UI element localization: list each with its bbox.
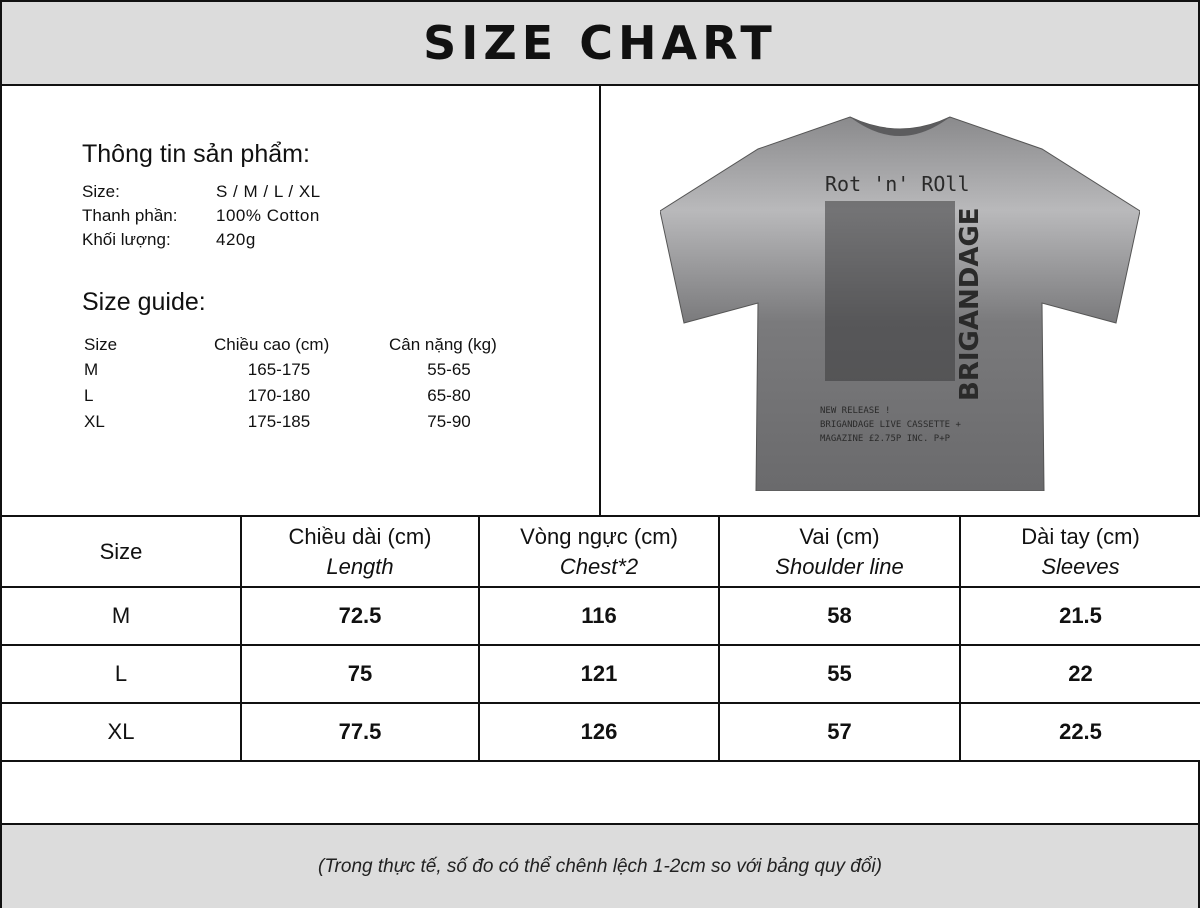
cell-sleeves: 22.5 bbox=[960, 703, 1200, 761]
cell-length: 77.5 bbox=[241, 703, 479, 761]
page-title: SIZE CHART bbox=[423, 16, 777, 70]
cell-shoulder: 58 bbox=[719, 587, 960, 645]
guide-header-height: Chiều cao (cm) bbox=[214, 335, 330, 354]
header-size-label: Size bbox=[99, 538, 143, 564]
header-chest-en: Chest*2 bbox=[559, 553, 639, 579]
table-row bbox=[1, 587, 1200, 645]
info-label: Khối lượng: bbox=[82, 230, 171, 249]
table-row bbox=[1, 645, 1200, 703]
header-sleeves bbox=[960, 516, 1200, 587]
guide-header-size: Size bbox=[84, 335, 118, 354]
header-band bbox=[0, 0, 1200, 86]
print-graphic bbox=[825, 201, 955, 381]
header-length-label: Chiều dài (cm) bbox=[288, 523, 432, 549]
header-shoulder-en: Shoulder line bbox=[775, 553, 904, 579]
cell-size: XL bbox=[1, 703, 241, 761]
cell-chest: 121 bbox=[479, 645, 719, 703]
header-shoulder bbox=[719, 516, 960, 587]
cell-length: 72.5 bbox=[241, 587, 479, 645]
cell-sleeves: 22 bbox=[960, 645, 1200, 703]
cell-chest: 116 bbox=[479, 587, 719, 645]
cell-size: M bbox=[1, 587, 241, 645]
info-label: Thanh phần: bbox=[82, 206, 178, 225]
print-text-brigandage: BRIGANDAGE bbox=[954, 207, 985, 401]
header-size bbox=[1, 516, 241, 587]
print-text-rock: Rot 'n' ROll bbox=[824, 172, 969, 196]
guide-height: 175-185 bbox=[247, 412, 311, 431]
print-text-release: NEW RELEASE ! bbox=[819, 406, 890, 416]
print-text-cassette: BRIGANDAGE LIVE CASSETTE + bbox=[819, 420, 961, 430]
header-shoulder-label: Vai (cm) bbox=[799, 523, 880, 549]
info-value: S / M / L / XL bbox=[216, 182, 321, 201]
guide-size: L bbox=[84, 386, 94, 405]
header-length-en: Length bbox=[326, 553, 394, 579]
product-info-title: Thông tin sản phẩm: bbox=[82, 140, 310, 168]
cell-length: 75 bbox=[241, 645, 479, 703]
info-value: 420g bbox=[216, 230, 256, 249]
table-row bbox=[1, 703, 1200, 761]
print-text-magazine: MAGAZINE £2.75P INC. P+P bbox=[819, 434, 950, 444]
footer-note: (Trong thực tế, số đo có thể chênh lệch 1-2cm so với bảng quy đổi) bbox=[318, 855, 882, 877]
guide-header-weight: Cân nặng (kg) bbox=[389, 335, 497, 354]
info-row-size bbox=[82, 182, 321, 202]
cell-shoulder: 55 bbox=[719, 645, 960, 703]
header-chest-label: Vòng ngực (cm) bbox=[520, 523, 678, 549]
cell-shoulder: 57 bbox=[719, 703, 960, 761]
cell-chest: 126 bbox=[479, 703, 719, 761]
guide-weight: 65-80 bbox=[427, 386, 471, 405]
guide-weight: 55-65 bbox=[427, 360, 471, 379]
product-info-panel bbox=[0, 86, 601, 516]
guide-height: 170-180 bbox=[247, 386, 311, 405]
header-sleeves-label: Dài tay (cm) bbox=[1021, 523, 1140, 549]
guide-weight: 75-90 bbox=[427, 412, 471, 431]
info-row-composition bbox=[82, 206, 320, 226]
cell-size: L bbox=[1, 645, 241, 703]
header-sleeves-en: Sleeves bbox=[1041, 553, 1120, 579]
info-value: 100% Cotton bbox=[216, 206, 320, 225]
header-chest bbox=[479, 516, 719, 587]
header-length bbox=[241, 516, 479, 587]
table-header-row bbox=[1, 516, 1200, 587]
tshirt-image bbox=[660, 111, 1140, 491]
info-row-weight bbox=[82, 230, 256, 250]
info-label: Size: bbox=[82, 182, 120, 201]
guide-height: 165-175 bbox=[247, 360, 311, 379]
size-guide-title: Size guide: bbox=[82, 288, 206, 316]
blank-spacer-row bbox=[0, 761, 1200, 825]
guide-size: M bbox=[84, 360, 99, 379]
cell-sleeves: 21.5 bbox=[960, 587, 1200, 645]
footer-band bbox=[0, 825, 1200, 908]
guide-size: XL bbox=[84, 412, 105, 431]
product-image-panel bbox=[601, 86, 1200, 516]
size-table bbox=[0, 515, 1200, 762]
